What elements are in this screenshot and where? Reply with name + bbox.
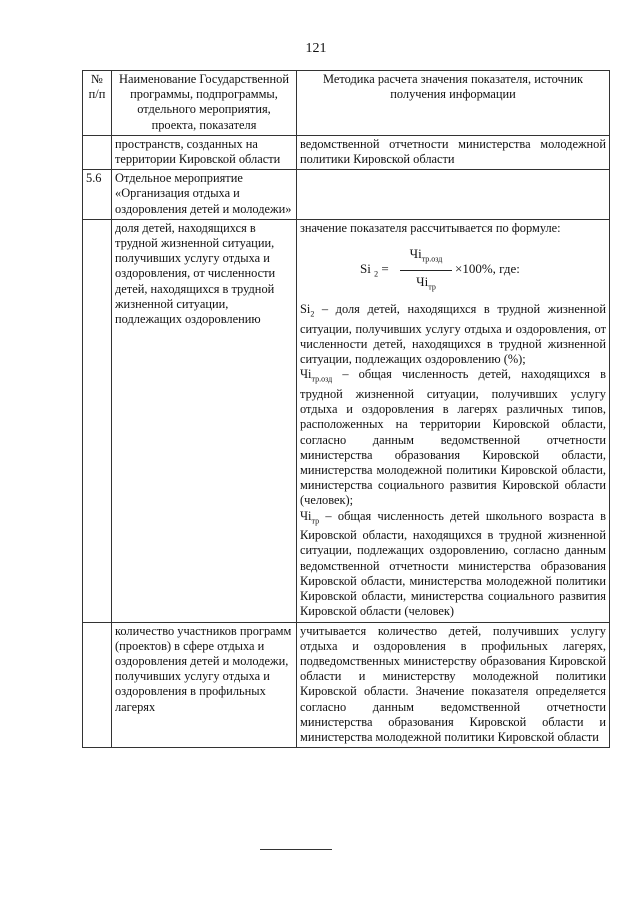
row-name: пространств, созданных на территории Кировской области: [112, 135, 297, 169]
table-row: [83, 622, 610, 748]
footer-divider: [260, 849, 332, 850]
formula-denominator: $Чi_{тр}$: [416, 273, 436, 292]
formula-intro: значение показателя рассчитывается по формуле:: [300, 220, 561, 235]
table-row: [83, 170, 610, 220]
row-number: [83, 219, 112, 622]
definition-recovered-children: $Чi_{тр.озд}$ – общая численность детей, находящихся в трудной жизненной ситуации, получивших услугу отдыха и оздоровления в лагерях различных типов, расположенных на территории Кировской области, согласно данным ведомственной отчетности министерства образования Кировской области, министерства молодежной политики Кировской области, министерства социального развития Кировской области (человек);: [300, 367, 606, 508]
formula-fraction: [400, 246, 452, 295]
formula-lhs: Si $_2$ =: [360, 261, 389, 279]
table-row: [83, 135, 610, 169]
row-number: [83, 135, 112, 169]
row-method: [297, 170, 610, 220]
row-number: [83, 622, 112, 748]
definition-total-children: $Чi_{тр}$ – общая численность детей школьного возраста в Кировской области, находящихся в трудной жизненной ситуации, подлежащих оздоровлению, согласно данным ведомственной отчетности министерства образования Кировской области, министерства молодежной политики Кировской области, министерства социального развития Кировской области (человек): [300, 508, 606, 619]
definition-share: $Si_2$ – доля детей, находящихся в трудной жизненной ситуации, получивших услугу отдыха и оздоровления, от численности детей, находящихся в трудной жизненной ситуации, подлежащих оздоровлению (%);: [300, 302, 606, 367]
row-method: [297, 219, 610, 622]
row-name: Отдельное мероприятие «Организация отдыха и оздоровления детей и молодежи»: [112, 170, 297, 220]
table-header-row: [83, 71, 610, 136]
header-name: Наименование Государственной программы, подпрограммы, отдельного мероприятия, проекта, показателя: [112, 71, 297, 136]
header-method: Методика расчета значения показателя, источник получения информации: [297, 71, 610, 136]
row-method: учитывается количество детей, получивших услугу отдыха и оздоровления в профильных лагерях, подведомственных министерству образования Кировской области и министерству молодежной политики Кировской области. Значение показателя определяется согласно данным ведомственной отчетности министерства образования Кировской области и министерства молодежной политики Кировской области: [297, 622, 610, 748]
table-row: [83, 219, 610, 622]
page-number: 121: [305, 41, 327, 56]
formula-numerator: $Чi_{тр.озд}$: [400, 246, 452, 271]
header-number: № п/п: [83, 71, 112, 136]
row-name: количество участников программ (проектов) в сфере отдыха и оздоровления детей и молодежи, получивших услугу отдыха и оздоровления в профильных лагерях: [112, 622, 297, 748]
row-number: 5.6: [83, 170, 112, 220]
formula-rhs: ×100%, где:: [455, 261, 520, 277]
row-name: доля детей, находящихся в трудной жизненной ситуации, получивших услугу отдыха и оздоровления, от численности детей, находящихся в трудной жизненной ситуации, подлежащих оздоровлению: [112, 219, 297, 622]
indicators-table: [82, 70, 610, 748]
row-method: ведомственной отчетности министерства молодежной политики Кировской области: [297, 135, 610, 169]
formula: [300, 244, 606, 292]
